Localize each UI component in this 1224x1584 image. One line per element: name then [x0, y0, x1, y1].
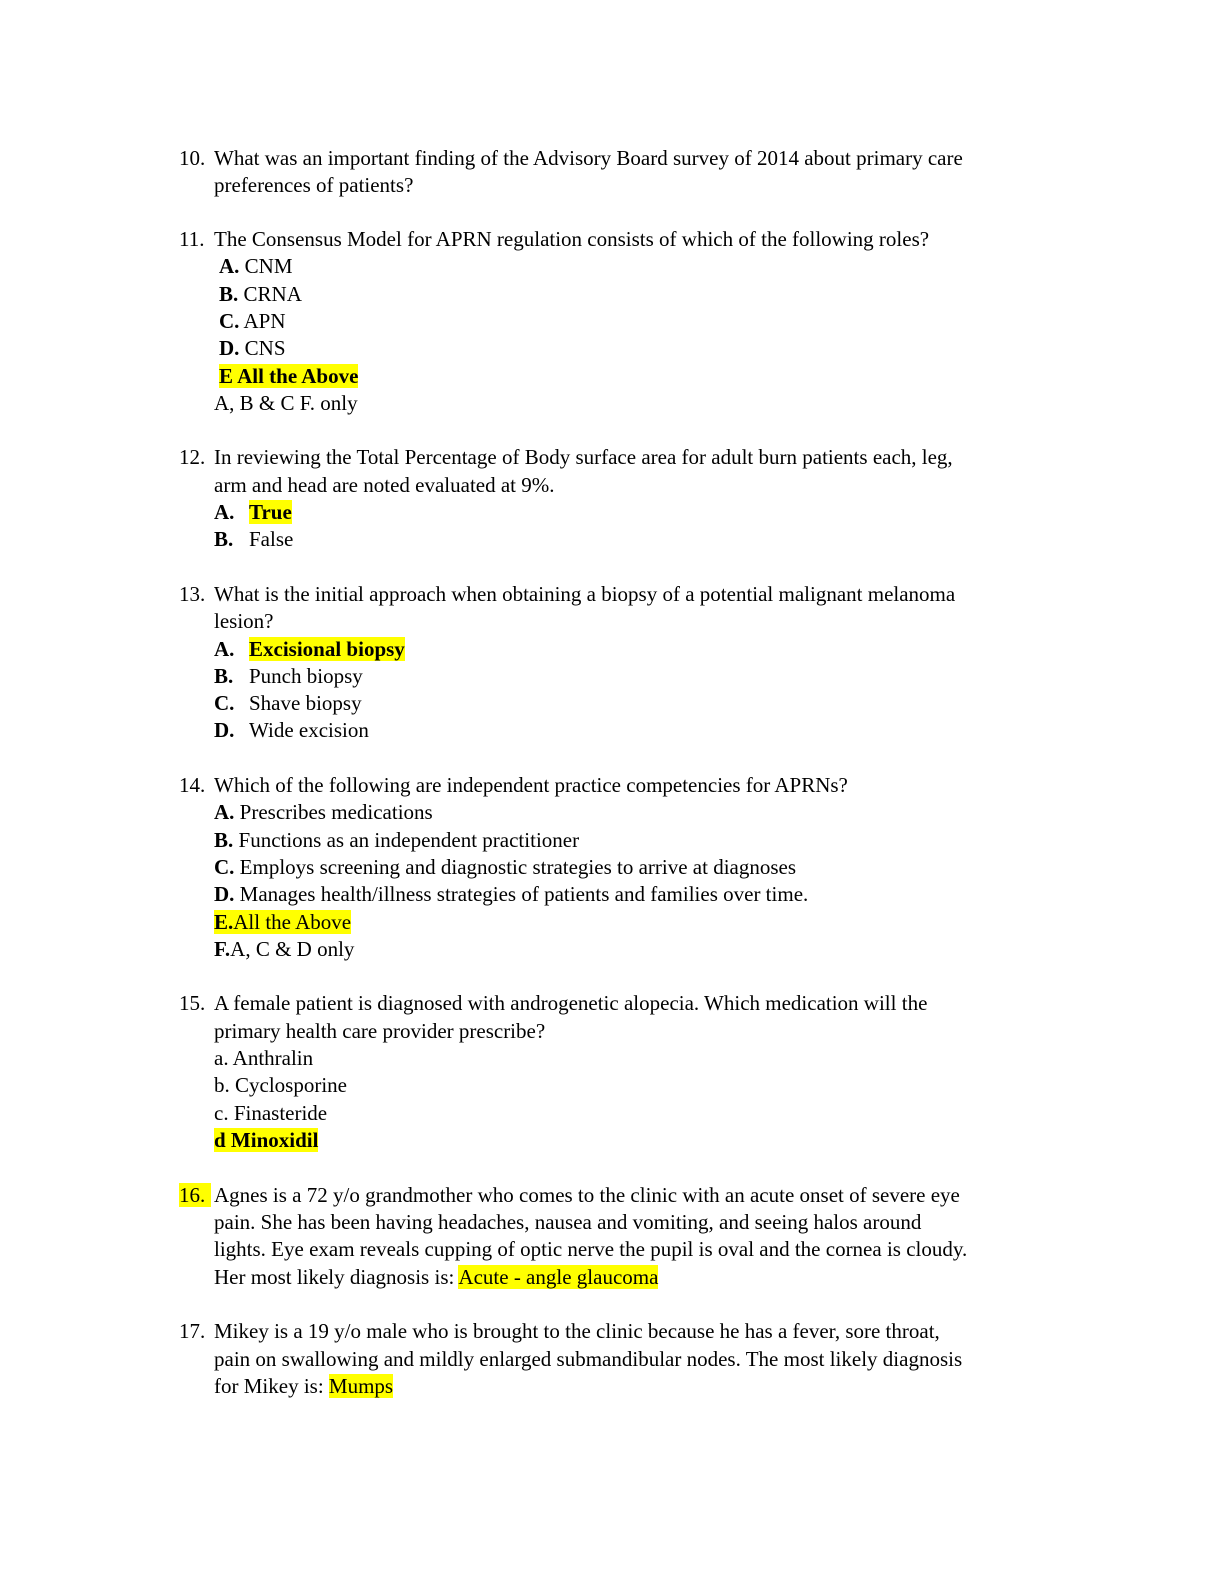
- option-text: All the Above: [233, 910, 352, 934]
- question-15-number: 15.: [179, 991, 206, 1015]
- question-12-number: 12.: [179, 445, 206, 469]
- option-text: CNM: [244, 254, 293, 278]
- option-13a: [214, 636, 234, 662]
- option-letter: C.: [214, 691, 235, 715]
- question-17-text-line3: [214, 1373, 393, 1399]
- option-14d: [214, 881, 808, 907]
- question-10-number: 10.: [179, 146, 206, 170]
- question-16-number: [179, 1182, 211, 1208]
- option-12b: [214, 526, 233, 552]
- option-text: Employs screening and diagnostic strategies to arrive at diagnoses: [239, 855, 797, 879]
- question-14-number: 14.: [179, 773, 206, 797]
- option-13d-text: Wide excision: [249, 718, 369, 742]
- option-13a-text: [249, 636, 405, 662]
- option-13b-text: Punch biopsy: [249, 664, 363, 688]
- question-16-text-line4: [214, 1264, 658, 1290]
- option-text: CRNA: [243, 282, 302, 306]
- question-16-text-line2: pain. She has been having headaches, nausea and vomiting, and seeing halos around: [214, 1210, 922, 1234]
- question-16-prompt: Her most likely diagnosis is:: [214, 1265, 459, 1289]
- option-14a: [214, 799, 433, 825]
- question-11-number: 11.: [179, 227, 205, 251]
- option-11c: [219, 308, 286, 334]
- highlighted-number: 16.: [179, 1183, 206, 1207]
- highlighted-answer: E All the Above: [219, 364, 359, 388]
- highlighted-answer: Mumps: [328, 1374, 394, 1398]
- question-17-text-line2: pain on swallowing and mildly enlarged submandibular nodes. The most likely diagnosis: [214, 1347, 963, 1371]
- option-letter: C.: [214, 855, 235, 879]
- option-text: APN: [243, 309, 286, 333]
- question-13-text-line1: What is the initial approach when obtaining a biopsy of a potential malignant melanoma: [214, 582, 956, 606]
- option-12a: [214, 499, 234, 525]
- option-11e: [219, 363, 358, 389]
- option-14e: [214, 909, 351, 935]
- option-letter: B.: [214, 527, 234, 551]
- option-letter: D.: [214, 718, 235, 742]
- option-letter: B.: [219, 282, 239, 306]
- option-text: Functions as an independent practitioner: [238, 828, 580, 852]
- question-15-text-line2: primary health care provider prescribe?: [214, 1019, 546, 1043]
- option-letter: E.: [214, 910, 234, 934]
- option-15d: [214, 1127, 318, 1153]
- question-15-text-line1: A female patient is diagnosed with androgenetic alopecia. Which medication will the: [214, 991, 928, 1015]
- option-14b: [214, 827, 579, 853]
- option-15a: a. Anthralin: [214, 1046, 314, 1070]
- option-12a-text: [249, 499, 292, 525]
- question-13-text-line2: lesion?: [214, 609, 274, 633]
- option-13c: [214, 690, 234, 716]
- option-letter: A.: [214, 500, 235, 524]
- option-text: A, C & D only: [230, 937, 355, 961]
- option-letter: A.: [214, 800, 235, 824]
- option-text: Manages health/illness strategies of patients and families over time.: [239, 882, 809, 906]
- option-11d: [219, 335, 286, 361]
- option-15b: b. Cyclosporine: [214, 1073, 347, 1097]
- option-12b-text: False: [249, 527, 294, 551]
- question-11-text: The Consensus Model for APRN regulation consists of which of the following roles?: [214, 227, 930, 251]
- question-12-text-line1: In reviewing the Total Percentage of Body surface area for adult burn patients each, leg,: [214, 445, 953, 469]
- option-13d: [214, 717, 234, 743]
- question-17-text-line1: Mikey is a 19 y/o male who is brought to the clinic because he has a fever, sore throat,: [214, 1319, 940, 1343]
- highlighted-answer: [214, 910, 351, 934]
- question-10-text-line2: preferences of patients?: [214, 173, 414, 197]
- highlighted-answer: True: [249, 500, 292, 524]
- question-14-text: Which of the following are independent practice competencies for APRNs?: [214, 773, 848, 797]
- option-11a: [219, 253, 293, 279]
- question-10-text-line1: What was an important finding of the Advisory Board survey of 2014 about primary care: [214, 146, 963, 170]
- option-letter: A.: [214, 637, 235, 661]
- option-text: CNS: [244, 336, 286, 360]
- question-13-number: 13.: [179, 582, 206, 606]
- option-14f: [214, 936, 354, 962]
- option-letter: A.: [219, 254, 240, 278]
- option-11f: A, B & C F. only: [214, 391, 358, 415]
- option-15c: c. Finasteride: [214, 1101, 328, 1125]
- option-letter: D.: [214, 882, 235, 906]
- highlighted-answer: d Minoxidil: [214, 1128, 319, 1152]
- option-14c: [214, 854, 796, 880]
- option-text: Prescribes medications: [239, 800, 433, 824]
- option-letter: D.: [219, 336, 240, 360]
- question-17-prompt: for Mikey is:: [214, 1374, 329, 1398]
- question-16-text-line1: Agnes is a 72 y/o grandmother who comes to the clinic with an acute onset of severe eye: [214, 1183, 960, 1207]
- highlighted-answer: Acute - angle glaucoma: [458, 1265, 659, 1289]
- question-17-number: 17.: [179, 1319, 206, 1343]
- option-13c-text: Shave biopsy: [249, 691, 362, 715]
- option-letter: F.: [214, 937, 231, 961]
- highlighted-answer: Excisional biopsy: [249, 637, 405, 661]
- option-letter: B.: [214, 664, 234, 688]
- option-11b: [219, 281, 302, 307]
- option-letter: C.: [219, 309, 240, 333]
- question-12-text-line2: arm and head are noted evaluated at 9%.: [214, 473, 555, 497]
- option-letter: B.: [214, 828, 234, 852]
- question-16-text-line3: lights. Eye exam reveals cupping of optic nerve the pupil is oval and the cornea is cloudy.: [214, 1237, 968, 1261]
- option-13b: [214, 663, 233, 689]
